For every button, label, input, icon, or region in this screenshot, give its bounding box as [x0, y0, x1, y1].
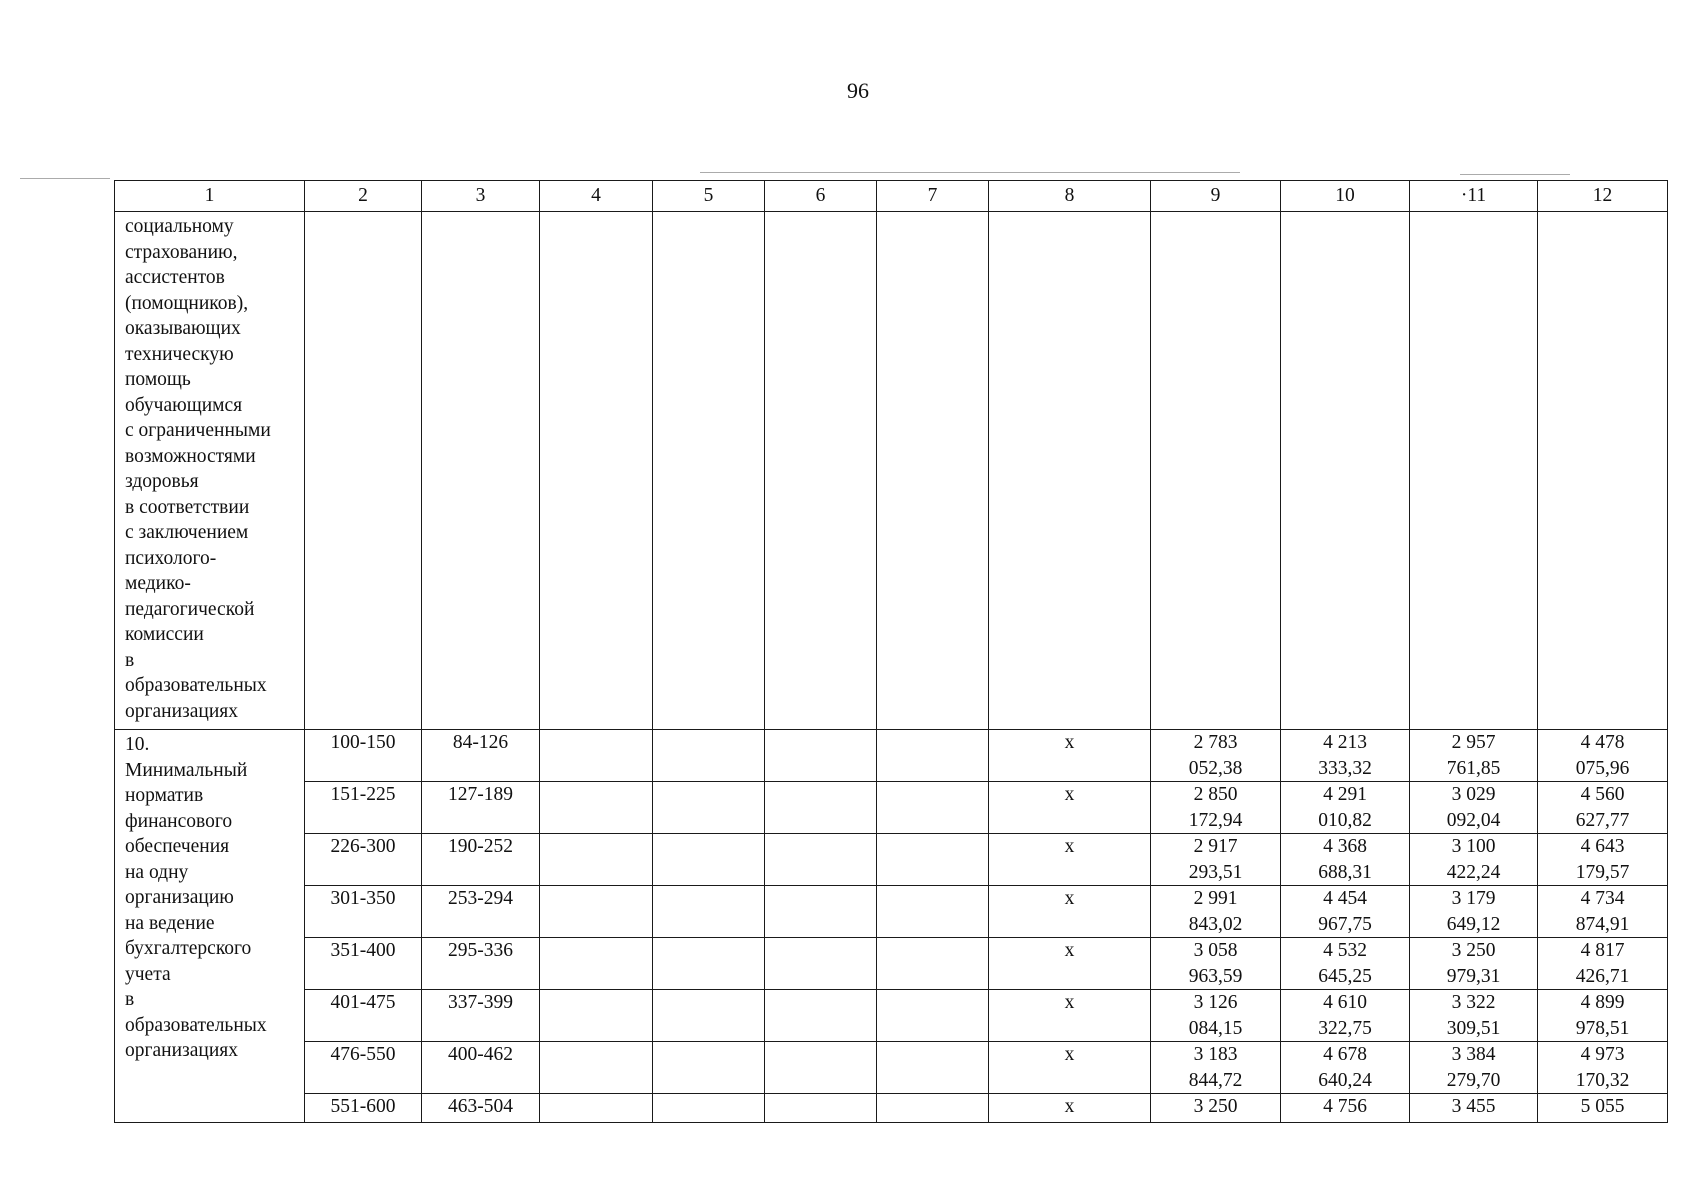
- value-part: 309,51: [1446, 1017, 1501, 1039]
- section-label-line: бухгалтерского: [125, 938, 252, 959]
- empty-cell: [989, 212, 1151, 730]
- value-cell: [1151, 1042, 1281, 1094]
- value-part: 4 734: [1580, 888, 1625, 909]
- value-cell: [1410, 834, 1538, 886]
- value-cell: [1538, 1094, 1668, 1123]
- description-line: комиссии: [125, 624, 204, 645]
- empty-cell: [653, 1042, 765, 1094]
- scan-artifact: [20, 178, 110, 179]
- section-label-line: финансового: [125, 810, 233, 832]
- empty-cell: [877, 886, 989, 938]
- value-part: 4 454: [1323, 888, 1367, 909]
- table-row: [115, 782, 1668, 834]
- section-label-line: в: [125, 989, 135, 1010]
- value-part: 963,59: [1188, 965, 1243, 987]
- value-part: 172,94: [1188, 809, 1243, 831]
- value-part: 279,70: [1446, 1069, 1501, 1091]
- value-part: 761,85: [1446, 757, 1501, 779]
- value-part: 075,96: [1575, 757, 1630, 779]
- value-part: 170,32: [1575, 1069, 1630, 1091]
- section-label-line: организациях: [125, 1040, 238, 1061]
- value-part: 2 991: [1193, 888, 1238, 909]
- value-part: 3 058: [1193, 940, 1238, 961]
- empty-cell: [540, 1042, 653, 1094]
- table-row: [115, 834, 1668, 886]
- table-row: [115, 1042, 1668, 1094]
- value-part: 688,31: [1318, 861, 1372, 883]
- value-cell: [1151, 730, 1281, 782]
- range-cell: 190-252: [422, 834, 540, 886]
- table-row: [115, 886, 1668, 938]
- value-part: 3 384: [1451, 1044, 1496, 1065]
- section-label-line: на одну: [125, 861, 189, 883]
- value-part: 293,51: [1188, 861, 1243, 883]
- empty-cell: [765, 1042, 877, 1094]
- value-part: 4 478: [1580, 732, 1625, 753]
- description-line: возможностями: [125, 445, 256, 467]
- value-part: 3 029: [1451, 784, 1496, 805]
- empty-cell: [765, 886, 877, 938]
- value-cell: [1538, 1042, 1668, 1094]
- value-cell: [1151, 886, 1281, 938]
- description-line: (помощников),: [125, 292, 249, 314]
- section-label-line: Минимальный: [125, 759, 248, 781]
- mark-cell: х: [989, 938, 1151, 990]
- value-cell: [1281, 990, 1410, 1042]
- empty-cell: [540, 1094, 653, 1123]
- range-cell: 84-126: [422, 730, 540, 782]
- value-part: 4 291: [1323, 784, 1367, 805]
- value-part: 627,77: [1575, 809, 1630, 831]
- value-part: 3 100: [1451, 836, 1496, 857]
- empty-cell: [1281, 212, 1410, 730]
- empty-cell: [540, 886, 653, 938]
- value-cell: [1281, 1094, 1410, 1123]
- description-line: в соответствии: [125, 496, 250, 518]
- table-row: [115, 938, 1668, 990]
- value-cell: [1281, 834, 1410, 886]
- empty-cell: [765, 938, 877, 990]
- range-cell: 351-400: [305, 938, 422, 990]
- empty-cell: [1151, 212, 1281, 730]
- range-cell: 253-294: [422, 886, 540, 938]
- value-part: 2 957: [1451, 732, 1496, 753]
- value-part: 4 678: [1323, 1044, 1367, 1065]
- value-part: 4 610: [1323, 992, 1367, 1013]
- value-part: 645,25: [1318, 965, 1372, 987]
- empty-cell: [540, 730, 653, 782]
- scan-artifact: [1460, 174, 1570, 175]
- value-part: 4 817: [1580, 940, 1625, 961]
- header-cell: 5: [653, 181, 765, 212]
- value-part: 4 899: [1580, 992, 1625, 1013]
- description-line: техническую: [125, 343, 234, 365]
- value-part: 333,32: [1318, 757, 1372, 779]
- section-label-line: образовательных: [125, 1014, 267, 1036]
- section-label-line: норматив: [125, 785, 204, 806]
- value-cell: [1151, 834, 1281, 886]
- description-line: страхованию,: [125, 241, 238, 263]
- value-cell: [1538, 886, 1668, 938]
- empty-cell: [877, 730, 989, 782]
- value-part: 052,38: [1188, 757, 1243, 779]
- value-part: 092,04: [1446, 809, 1501, 831]
- range-cell: 476-550: [305, 1042, 422, 1094]
- value-part: 874,91: [1575, 913, 1630, 935]
- description-line: психолого-: [125, 547, 217, 569]
- value-cell: [1281, 938, 1410, 990]
- empty-cell: [653, 990, 765, 1042]
- table-row: [115, 990, 1668, 1042]
- empty-cell: [1538, 212, 1668, 730]
- empty-cell: [653, 782, 765, 834]
- value-part: 967,75: [1318, 913, 1372, 935]
- empty-cell: [877, 834, 989, 886]
- empty-cell: [877, 1042, 989, 1094]
- value-part: 2 783: [1193, 732, 1238, 753]
- description-line: медико-: [125, 573, 191, 594]
- empty-cell: [540, 990, 653, 1042]
- description-line: помощь: [125, 369, 191, 390]
- value-cell: [1538, 834, 1668, 886]
- header-cell: 12: [1538, 181, 1668, 212]
- empty-cell: [422, 212, 540, 730]
- empty-cell: [653, 834, 765, 886]
- section-label-line: учета: [125, 963, 171, 985]
- value-part: 640,24: [1318, 1069, 1372, 1091]
- value-cell: [1281, 886, 1410, 938]
- value-part: 4 756: [1323, 1096, 1367, 1117]
- value-part: 010,82: [1318, 809, 1372, 831]
- range-cell: 301-350: [305, 886, 422, 938]
- mark-cell: х: [989, 730, 1151, 782]
- value-part: 426,71: [1575, 965, 1630, 987]
- value-part: 978,51: [1575, 1017, 1630, 1039]
- header-cell: 6: [765, 181, 877, 212]
- value-cell: [1410, 886, 1538, 938]
- empty-cell: [653, 886, 765, 938]
- value-cell: [1410, 730, 1538, 782]
- value-cell: [1281, 782, 1410, 834]
- header-cell: 1: [115, 181, 305, 212]
- value-part: 3 126: [1193, 992, 1238, 1013]
- description-line: педагогической: [125, 598, 255, 620]
- value-part: 844,72: [1188, 1069, 1243, 1091]
- value-part: 2 917: [1193, 836, 1238, 857]
- value-part: 3 250: [1451, 940, 1496, 961]
- empty-cell: [540, 782, 653, 834]
- section-label-line: на ведение: [125, 912, 215, 934]
- value-part: 422,24: [1446, 861, 1501, 883]
- value-part: 4 973: [1580, 1044, 1625, 1065]
- empty-cell: [653, 730, 765, 782]
- scan-artifact: [700, 172, 1240, 173]
- header-cell: 3: [422, 181, 540, 212]
- mark-cell: х: [989, 782, 1151, 834]
- empty-cell: [877, 990, 989, 1042]
- value-cell: [1151, 782, 1281, 834]
- header-cell: 4: [540, 181, 653, 212]
- header-cell: 10: [1281, 181, 1410, 212]
- value-cell: [1410, 782, 1538, 834]
- section-label-line: обеспечения: [125, 836, 230, 857]
- table-row: [115, 730, 1668, 782]
- mark-cell: х: [989, 990, 1151, 1042]
- value-part: 3 322: [1451, 992, 1496, 1013]
- section-label-line: 10.: [125, 734, 150, 755]
- value-cell: [1151, 938, 1281, 990]
- range-cell: 226-300: [305, 834, 422, 886]
- description-line: с заключением: [125, 522, 249, 543]
- value-part: 4 560: [1580, 784, 1625, 805]
- value-cell: [1151, 1094, 1281, 1123]
- header-cell: 7: [877, 181, 989, 212]
- value-cell: [1281, 1042, 1410, 1094]
- value-part: 3 250: [1193, 1096, 1238, 1117]
- empty-cell: [877, 212, 989, 730]
- value-part: 4 643: [1580, 836, 1625, 857]
- data-table: [114, 180, 1668, 1123]
- range-cell: 151-225: [305, 782, 422, 834]
- empty-cell: [765, 834, 877, 886]
- value-part: 4 213: [1323, 732, 1367, 753]
- value-cell: [1538, 782, 1668, 834]
- empty-cell: [765, 1094, 877, 1123]
- description-line: с ограниченными: [125, 420, 271, 441]
- empty-cell: [653, 1094, 765, 1123]
- empty-cell: [540, 212, 653, 730]
- value-part: 649,12: [1446, 913, 1501, 935]
- value-cell: [1538, 990, 1668, 1042]
- range-cell: 463-504: [422, 1094, 540, 1123]
- value-cell: [1538, 938, 1668, 990]
- empty-cell: [1410, 212, 1538, 730]
- value-cell: [1410, 938, 1538, 990]
- value-part: 3 455: [1451, 1096, 1496, 1117]
- description-line: здоровья: [125, 471, 199, 492]
- description-row: [115, 212, 1668, 730]
- empty-cell: [765, 782, 877, 834]
- range-cell: 337-399: [422, 990, 540, 1042]
- mark-cell: х: [989, 1042, 1151, 1094]
- value-cell: [1410, 1094, 1538, 1123]
- mark-cell: х: [989, 886, 1151, 938]
- value-part: 4 368: [1323, 836, 1367, 857]
- value-part: 979,31: [1446, 965, 1501, 987]
- page-number: 96: [847, 78, 869, 103]
- value-part: 5 055: [1580, 1096, 1625, 1117]
- value-cell: [1281, 730, 1410, 782]
- empty-cell: [765, 730, 877, 782]
- value-cell: [1410, 1042, 1538, 1094]
- header-cell: 8: [989, 181, 1151, 212]
- section-label-line: организацию: [125, 887, 234, 908]
- header-cell: 2: [305, 181, 422, 212]
- value-part: 843,02: [1188, 913, 1243, 935]
- table-row: [115, 1094, 1668, 1123]
- range-cell: 100-150: [305, 730, 422, 782]
- section-label-cell: [115, 730, 305, 1123]
- description-line: обучающимся: [125, 394, 243, 416]
- range-cell: 401-475: [305, 990, 422, 1042]
- mark-cell: х: [989, 1094, 1151, 1123]
- empty-cell: [765, 990, 877, 1042]
- value-part: 4 532: [1323, 940, 1367, 961]
- empty-cell: [653, 938, 765, 990]
- empty-cell: [877, 1094, 989, 1123]
- range-cell: 127-189: [422, 782, 540, 834]
- description-line: социальному: [125, 216, 234, 237]
- description-line: оказывающих: [125, 318, 241, 339]
- empty-cell: [877, 782, 989, 834]
- header-cell: ·11: [1410, 181, 1538, 212]
- value-cell: [1410, 990, 1538, 1042]
- description-line: образовательных: [125, 675, 267, 696]
- value-part: 084,15: [1188, 1017, 1243, 1039]
- mark-cell: х: [989, 834, 1151, 886]
- value-part: 322,75: [1318, 1017, 1372, 1039]
- empty-cell: [305, 212, 422, 730]
- value-cell: [1538, 730, 1668, 782]
- empty-cell: [540, 834, 653, 886]
- header-row: [115, 181, 1668, 212]
- empty-cell: [540, 938, 653, 990]
- description-line: ассистентов: [125, 267, 225, 288]
- range-cell: 295-336: [422, 938, 540, 990]
- value-part: 179,57: [1575, 861, 1630, 883]
- empty-cell: [653, 212, 765, 730]
- range-cell: 551-600: [305, 1094, 422, 1123]
- header-cell: 9: [1151, 181, 1281, 212]
- description-line: организациях: [125, 700, 238, 722]
- empty-cell: [765, 212, 877, 730]
- value-cell: [1151, 990, 1281, 1042]
- empty-cell: [877, 938, 989, 990]
- value-part: 3 179: [1451, 888, 1496, 909]
- description-cell: [115, 212, 305, 730]
- value-part: 2 850: [1193, 784, 1238, 805]
- value-part: 3 183: [1193, 1044, 1238, 1065]
- description-line: в: [125, 649, 135, 671]
- range-cell: 400-462: [422, 1042, 540, 1094]
